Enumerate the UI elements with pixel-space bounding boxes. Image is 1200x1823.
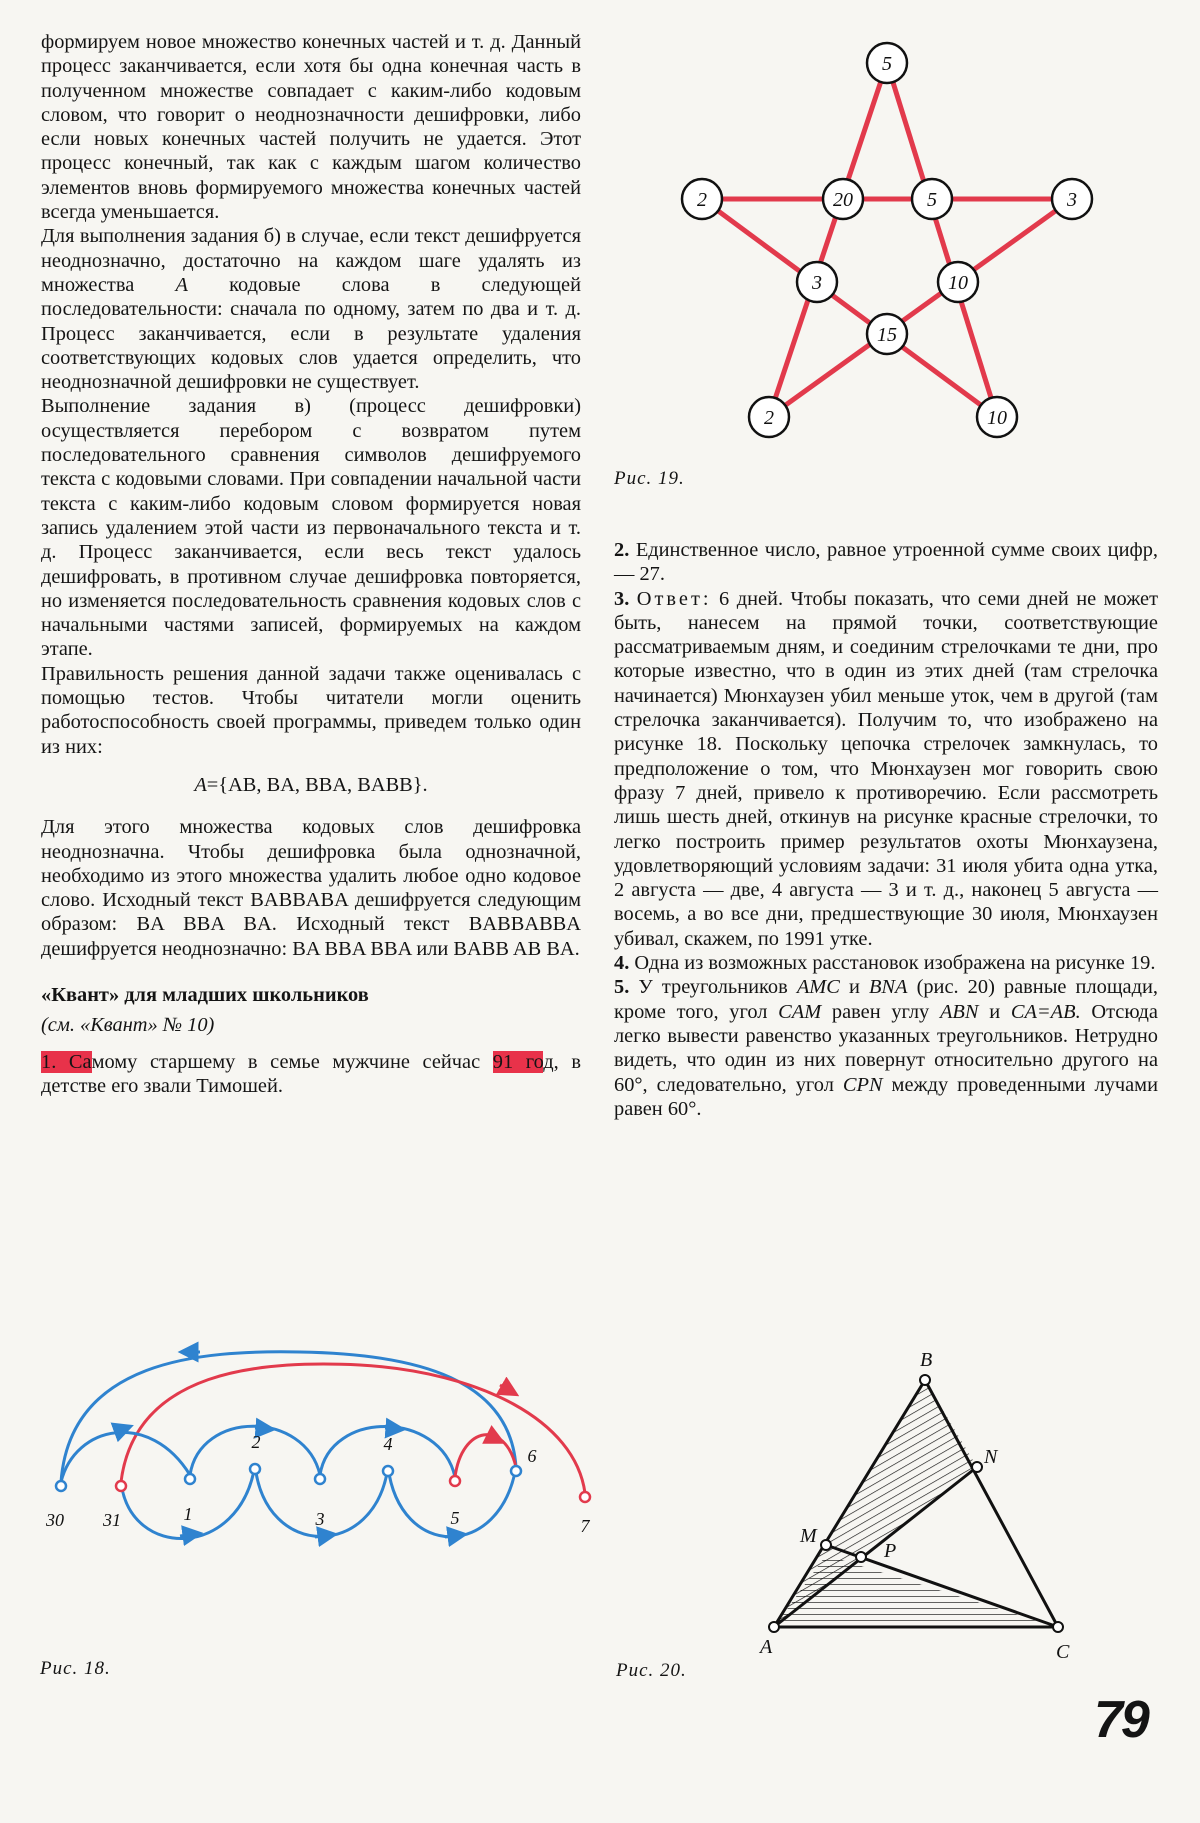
point-p xyxy=(856,1552,866,1562)
point-n xyxy=(972,1462,982,1472)
arrow-head xyxy=(500,1385,512,1392)
day-label: 4 xyxy=(383,1434,393,1454)
day-point xyxy=(511,1466,521,1476)
star-edge xyxy=(702,199,997,417)
star-edge xyxy=(769,63,887,417)
day-point xyxy=(383,1466,393,1476)
node-label: 3 xyxy=(1067,189,1077,211)
point-m xyxy=(821,1540,831,1550)
node-label: 5 xyxy=(882,53,892,75)
node-label: 2 xyxy=(764,407,774,429)
label-m: M xyxy=(800,1525,817,1547)
label-a: A xyxy=(760,1636,773,1658)
label-n: N xyxy=(984,1446,998,1468)
paragraph: Выполнение задания в) (процесс дешифровки) осуществляется перебором с возвратом путем последовательного сравнения символов дешифруемого текста с кодовыми словами. При совпадении начальной части текста с каким-либо кодовым словом формируется новая запись удалением этой части из первоначального текста и т. д. Процесс заканчивается, если весь текст удалось дешифровать, в противном случае дешифровка повторяется, но изменяется последовательность сравнения кодовых слов с начальными частями записей, формируемых на каждом этапе. xyxy=(41,395,581,661)
text: Одна из возможных расстановок изображена на рисунке 19. xyxy=(634,952,1156,975)
figure-20-caption: Рис. 20. xyxy=(616,1660,687,1681)
point-c xyxy=(1053,1622,1063,1632)
day-point xyxy=(185,1474,195,1484)
arrow-head xyxy=(445,1535,460,1537)
variable: A xyxy=(175,273,188,296)
node-label: 10 xyxy=(948,272,968,294)
paragraph xyxy=(41,224,581,394)
node-label: 20 xyxy=(833,189,853,211)
figure-20-triangle xyxy=(740,1340,1100,1660)
text: мому старшему в семье мужчине сейчас xyxy=(91,1050,481,1073)
page-number: 79 xyxy=(1094,1691,1148,1749)
point-b xyxy=(920,1375,930,1385)
variable: CAM xyxy=(778,1000,822,1023)
node-label: 5 xyxy=(927,189,937,211)
item-number: 3. xyxy=(614,587,630,610)
answer-label: Ответ: xyxy=(636,587,712,610)
arrow-head xyxy=(255,1428,268,1429)
paragraph: Для этого множества кодовых слов дешифровка неоднозначна. Чтобы дешифровка была однозначной, необходимо из этого множества удалить любое одно кодовое слово. Исходный текст BABBABA дешифруется следующим образом: BA BBA BA. Исходный текст BABBABBA дешифруется неоднозначно: BA BBA BBA или BABB AB BA. xyxy=(41,816,581,960)
paragraph: формируем новое множество конечных частей и т. д. Данный процесс заканчивается, если хотя бы одна конечная часть в полученном множестве совпадает с каким-либо кодовым словом, что говорит о неоднозначности дешифровки, либо если новых конечных частей получить не удается. Этот процесс конечный, так как с каждым шагом количество элементов вновь формируемого множества конечных частей всегда уменьшается. xyxy=(41,31,581,224)
text: 6 дней. Чтобы показать, что семи дней не может быть, нанесем на прямой точки, соответствующие рассматриваемым дням, и соединим стрелочками те дни, про которые известно, что в один из этих дней (там стрелочка начинается) Мюнхаузен убил меньше уток, чем в другой (там стрелочка заканчивается). Получим то, что изображено на рисунке 18. Поскольку цепочка стрелочек замкнулась, то предположение о том, что Мюнхаузен мог говорить свою фразу 7 дней, привело к противоречию. Если рассмотреть лишь шесть дней, откинув на рисунке красные стрелочки, то легко построить пример результатов охоты Мюнхаузена, удовлетворяющий условиям задачи: 31 июля убита одна утка, 2 августа — две, 4 августа — 3 и т. д., наконец 5 августа — восемь, а во все дни, предшествующие 30 июля, Мюнхаузен убивал, скажем, по 1991 утке. xyxy=(614,587,1159,950)
text: Отсюда легко вывести равенство указанных треугольников. Нетрудно видеть, что один из них повернут относительно другого на 60°, следовательно, угол xyxy=(614,1000,1158,1096)
formula-variable: A xyxy=(194,773,207,796)
day-point xyxy=(250,1464,260,1474)
answer-item-4 xyxy=(614,951,1158,975)
text: д, в детстве его звали Тимошей. xyxy=(41,1050,581,1097)
left-column xyxy=(41,30,581,1098)
paragraph: Правильность решения данной задачи также оценивалась с помощью тестов. Чтобы читатели могли оценить работоспособность своей программы, приведем только один из них: xyxy=(41,662,581,758)
day-label: 7 xyxy=(580,1516,590,1536)
star-lines xyxy=(702,63,1072,417)
node-label: 15 xyxy=(877,324,897,346)
variable: BNA xyxy=(868,976,908,999)
text: Для выполнения задания б) в случае, если текст дешифруется неоднозначно, достаточно на каждом шаге удалять из множества xyxy=(41,225,581,296)
arrow-head xyxy=(315,1535,330,1537)
day-point xyxy=(116,1481,126,1491)
arrow-head xyxy=(385,1428,398,1429)
highlight: 91 го xyxy=(492,1050,544,1073)
star-edge xyxy=(887,63,997,417)
item-number: 5. xyxy=(614,976,630,999)
variable: ABN xyxy=(939,1000,979,1023)
day-label: 5 xyxy=(450,1508,460,1528)
figure-19-caption: Рис. 19. xyxy=(614,468,685,489)
label-b: B xyxy=(920,1349,933,1371)
variable: CPN xyxy=(842,1073,883,1096)
text: У треугольников xyxy=(638,976,788,999)
text: Единственное число, равное утроенной сумме своих цифр,— 27. xyxy=(614,539,1158,586)
answer-item-5 xyxy=(614,975,1158,1121)
star-edge xyxy=(769,199,1072,417)
day-label: 31 xyxy=(103,1510,121,1530)
answer-item-3 xyxy=(614,587,1158,951)
highlight: 1. Са xyxy=(41,1050,92,1073)
point-a xyxy=(769,1622,779,1632)
day-point xyxy=(56,1481,66,1491)
answer-item-2 xyxy=(614,538,1158,587)
day-point xyxy=(315,1474,325,1484)
variable: CA=AB. xyxy=(1010,1000,1081,1023)
answer-item-1 xyxy=(41,1050,581,1099)
arc-6-to-30 xyxy=(61,1352,516,1482)
node-label: 10 xyxy=(987,407,1007,429)
figure-18-arcs xyxy=(30,1300,610,1600)
day-point xyxy=(450,1476,460,1486)
day-label: 30 xyxy=(46,1510,64,1530)
day-label: 2 xyxy=(251,1432,261,1452)
formula xyxy=(41,773,581,797)
node-label: 2 xyxy=(697,189,707,211)
item-number: 4. xyxy=(614,952,630,975)
node-label: 3 xyxy=(812,272,822,294)
text: между проведенными лучами равен 60°. xyxy=(614,1073,1158,1120)
section-heading: «Квант» для младших школьников xyxy=(41,983,369,1006)
section-subheading: (см. «Квант» № 10) xyxy=(41,1014,215,1037)
text: равен углу xyxy=(831,1000,930,1023)
arc-5-to-6 xyxy=(455,1435,516,1477)
figure-19-star xyxy=(660,35,1120,455)
day-label: 3 xyxy=(315,1509,325,1529)
day-label: 6 xyxy=(527,1446,537,1466)
formula-set: ={AB, BA, BBA, BABB}. xyxy=(206,773,428,796)
label-p: P xyxy=(884,1540,897,1562)
arrow-head xyxy=(180,1534,195,1536)
item-number: 2. xyxy=(614,539,630,561)
text: и xyxy=(989,1000,1001,1023)
day-point xyxy=(580,1492,590,1502)
day-label: 1 xyxy=(183,1504,193,1524)
variable: AMC xyxy=(796,976,840,999)
label-c: C xyxy=(1056,1641,1070,1660)
text: кодовые слова в следующей последовательности: сначала по одному, затем по два и т. д. Процесс заканчивается, если в результате удаления соответствующих кодовых слов удается определить, что неоднозначной дешифровки не существует. xyxy=(41,273,581,394)
text: и xyxy=(848,976,860,999)
right-column xyxy=(614,538,1158,1121)
text: (рис. 20) равные площади, кроме того, угол xyxy=(614,976,1158,1023)
figure-18-caption: Рис. 18. xyxy=(40,1658,111,1679)
